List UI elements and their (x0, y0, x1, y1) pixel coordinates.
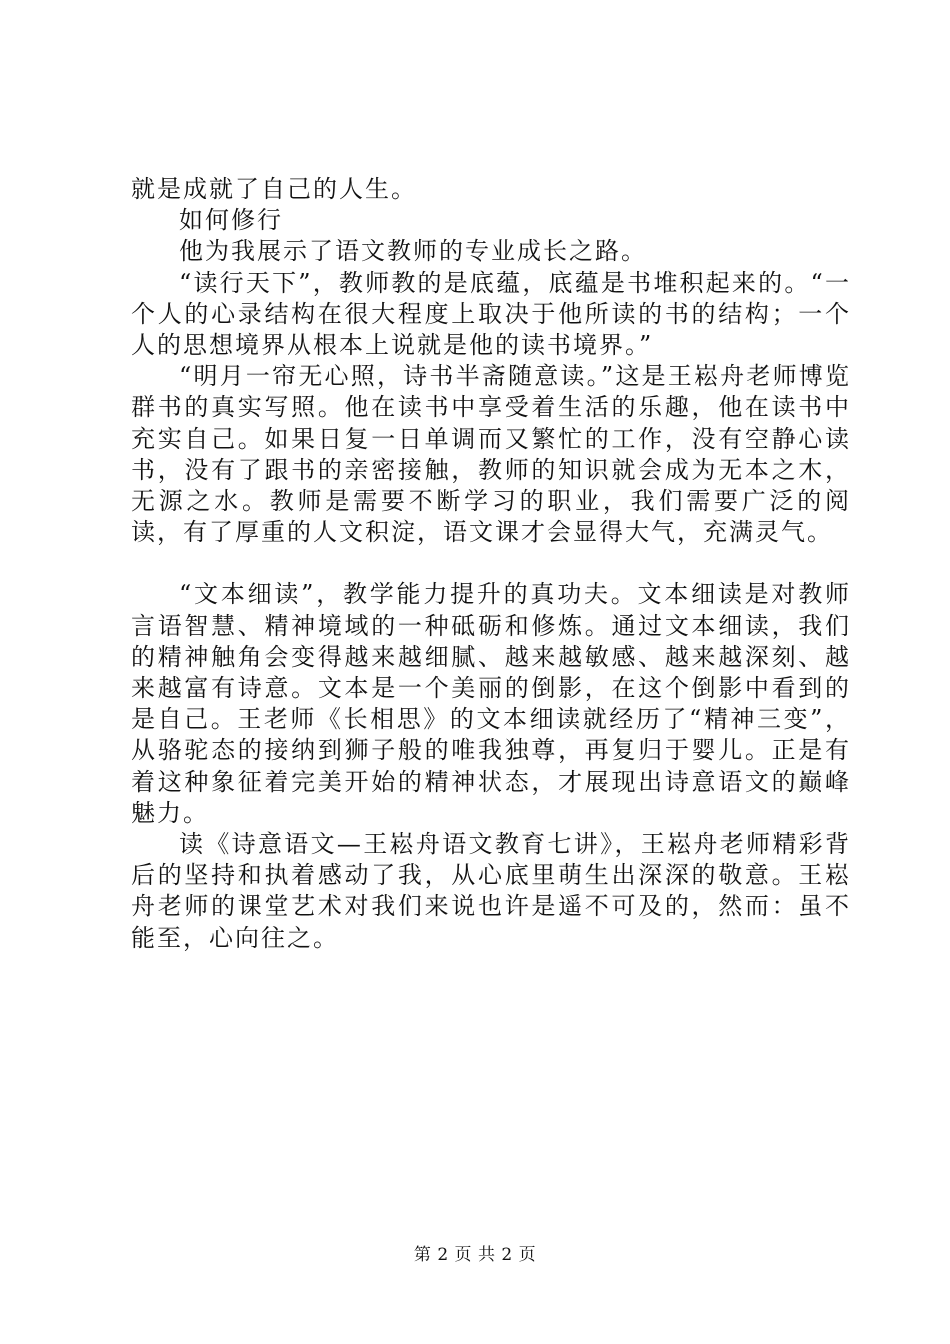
paragraph-continuation: 就是成就了自己的人生。 (131, 175, 417, 203)
page-footer: 第 2 页 共 2 页 (413, 1245, 537, 1265)
section-heading: 如何修行 (179, 206, 283, 235)
paragraph-reading: “读行天下”，教师教的是底蕴，底蕴是书堆积起来的。“一个人的心录结构在很大程度上取决于他所读的书的结构；一个人的思想境界从根本上说就是他的读书境界。” (131, 268, 851, 360)
paragraph-bright-moon: “明月一帘无心照，诗书半斋随意读。”这是王崧舟老师博览群书的真实写照。他在读书中享受着生活的乐趣，他在读书中充实自己。如果日复一日单调而又繁忙的工作，没有空静心读书，没有了跟书的亲密接触，教师的知识就会成为无本之木，无源之水。教师是需要不断学习的职业，我们需要广泛的阅读，有了厚重的人文积淀，语文课才会显得大气，充满灵气。 (131, 362, 851, 547)
paragraph-conclusion: 读《诗意语文—王崧舟语文教育七讲》，王崧舟老师精彩背后的坚持和执着感动了我，从心底里萌生出深深的敬意。王崧舟老师的课堂艺术对我们来说也许是遥不可及的，然而：虽不能至，心向往之。 (131, 830, 851, 952)
document-body (131, 174, 851, 954)
paragraph-text-close-reading: “文本细读”，教学能力提升的真功夫。文本细读是对教师言语智慧、精神境域的一种砥砺和修炼。通过文本细读，我们的精神触角会变得越来越细腻、越来越敏感、越来越深刻、越来越富有诗意。文本是一个美丽的倒影，在这个倒影中看到的是自己。王老师《长相思》的文本细读就经历了“精神三变”，从骆驼态的接纳到狮子般的唯我独尊，再复归于婴儿。正是有着这种象征着完美开始的精神状态，才展现出诗意语文的巅峰魅力。 (131, 580, 851, 827)
paragraph-intro: 他为我展示了语文教师的专业成长之路。 (179, 237, 647, 266)
